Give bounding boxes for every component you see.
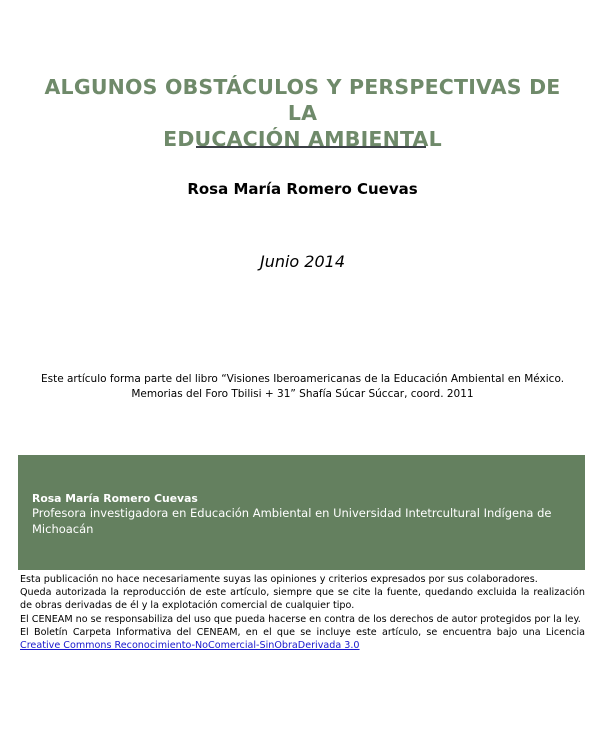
page-title-line-2: EDUCACIÓN AMBIENTAL [163, 127, 442, 151]
title-block [40, 74, 565, 152]
legal-line-4-text: El Boletín Carpeta Informativa del CENEAM, en el que se incluye este artículo, se encuentra bajo una Licencia [20, 626, 585, 638]
source-note [20, 372, 585, 401]
title-divider [196, 146, 426, 148]
license-link[interactable]: Creative Commons Reconocimiento-NoComercial-SinObraDerivada 3.0 [20, 640, 360, 652]
publication-date: Junio 2014 [259, 252, 346, 271]
legal-line-1: Esta publicación no hace necesariamente suyas las opiniones y criterios expresados por sus colaboradores. [20, 574, 538, 585]
source-note-line-1: Este artículo forma parte del libro “Visiones Iberoamericanas de la Educación Ambiental en México. [40, 373, 565, 385]
author-name: Rosa María Romero Cuevas [187, 180, 418, 198]
credit-author-name: Rosa María Romero Cuevas [32, 492, 198, 505]
legal-line-4 [20, 626, 585, 652]
author-credit-box [18, 455, 585, 570]
legal-footer [20, 573, 585, 652]
page-title-line-1: ALGUNOS OBSTÁCULOS Y PERSPECTIVAS DE LA [44, 75, 561, 125]
source-note-line-2: Memorias del Foro Tbilisi + 31” Shafía Súcar Súccar, coord. 2011 [131, 387, 474, 400]
credit-author-role: Profesora investigadora en Educación Ambiental en Universidad Intetrcultural Indígena de Michoacán [32, 506, 552, 536]
legal-line-3: El CENEAM no se responsabiliza del uso que pueda hacerse en contra de los derechos de autor protegidos por la ley. [20, 613, 581, 625]
legal-line-2: Queda autorizada la reproducción de este artículo, siempre que se cite la fuente, quedando excluida la realización de obras derivadas de él y la explotación comercial de cualquier tipo. [20, 587, 585, 612]
page-title [40, 74, 565, 152]
